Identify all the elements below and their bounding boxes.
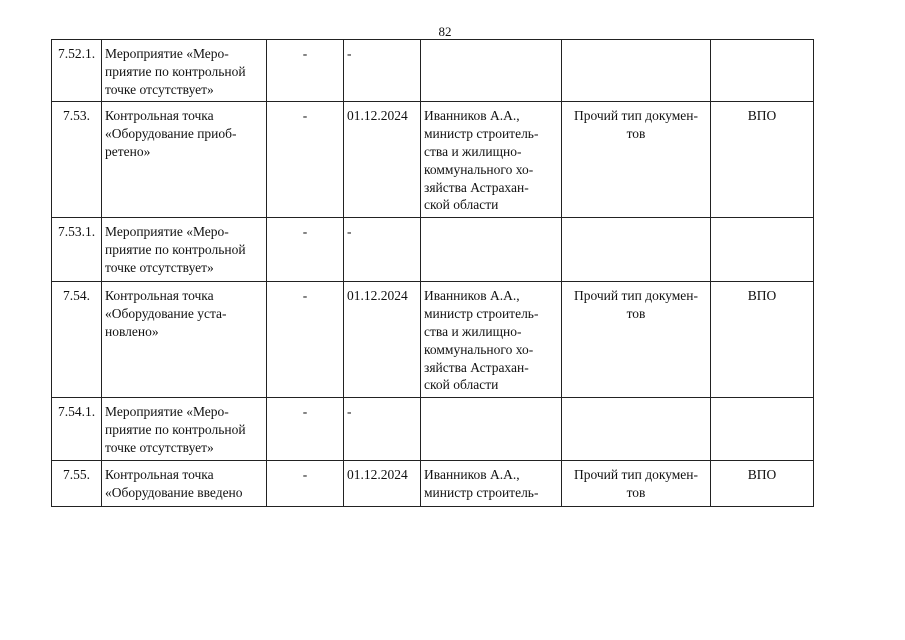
row-system-cell: ВПО xyxy=(711,102,814,218)
row-system-cell xyxy=(711,398,814,460)
row-number-cell: 7.55. xyxy=(52,460,102,506)
row-name-text: Мероприятие «Меро- приятие по контрольной точке отсутствует» xyxy=(105,46,246,97)
row-end-cell: 01.12.2024 xyxy=(344,102,421,218)
row-number-cell: 7.53. xyxy=(52,102,102,218)
row-responsible-cell xyxy=(421,460,562,506)
row-start-cell: - xyxy=(267,460,344,506)
row-name-text: Контрольная точка «Оборудование приоб- ретено» xyxy=(105,108,237,159)
row-name-text: Мероприятие «Меро- приятие по контрольной точке отсутствует» xyxy=(105,224,246,275)
row-doc-type-cell xyxy=(562,460,711,506)
table-row xyxy=(52,460,814,506)
row-doc-type-text: Прочий тип докумен- тов xyxy=(573,288,699,322)
row-end-cell: - xyxy=(344,398,421,460)
row-responsible-cell xyxy=(421,102,562,218)
row-number-cell: 7.52.1. xyxy=(52,40,102,102)
row-doc-type-cell xyxy=(562,282,711,398)
row-responsible-cell xyxy=(421,40,562,102)
row-system-cell: ВПО xyxy=(711,460,814,506)
row-system-cell xyxy=(711,40,814,102)
row-name-cell xyxy=(102,282,267,398)
row-number-cell: 7.54. xyxy=(52,282,102,398)
plan-table xyxy=(51,39,814,507)
row-number-cell: 7.53.1. xyxy=(52,218,102,282)
row-number-cell: 7.54.1. xyxy=(52,398,102,460)
table-row xyxy=(52,398,814,460)
row-doc-type-text: Прочий тип докумен- тов xyxy=(573,108,699,142)
row-responsible-cell xyxy=(421,218,562,282)
row-doc-type-cell xyxy=(562,40,711,102)
page-number: 82 xyxy=(438,24,452,39)
row-system-cell: ВПО xyxy=(711,282,814,398)
row-doc-type-cell xyxy=(562,398,711,460)
row-doc-type-text: Прочий тип докумен- тов xyxy=(573,466,699,500)
row-responsible-text: Иванников А.А., министр строитель- ства и жилищно- коммунального хо- зяйства Астрахан- ской области xyxy=(424,108,539,213)
row-responsible-cell xyxy=(421,282,562,398)
row-name-cell xyxy=(102,398,267,460)
row-name-text: Контрольная точка «Оборудование уста- новлено» xyxy=(105,288,227,339)
row-responsible-text: Иванников А.А., министр строитель- ства и жилищно- коммунального хо- зяйства Астрахан- ской области xyxy=(424,288,539,393)
table-row xyxy=(52,102,814,218)
row-end-cell: 01.12.2024 xyxy=(344,282,421,398)
row-start-cell: - xyxy=(267,40,344,102)
table-row xyxy=(52,218,814,282)
row-name-text: Мероприятие «Меро- приятие по контрольной точке отсутствует» xyxy=(105,404,246,455)
row-system-cell xyxy=(711,218,814,282)
table-row xyxy=(52,40,814,102)
row-end-cell: - xyxy=(344,218,421,282)
row-name-cell xyxy=(102,460,267,506)
row-responsible-text: Иванников А.А., министр строитель- xyxy=(424,466,539,500)
row-start-cell: - xyxy=(267,102,344,218)
row-doc-type-cell xyxy=(562,102,711,218)
row-name-cell xyxy=(102,218,267,282)
row-doc-type-cell xyxy=(562,218,711,282)
row-end-cell: - xyxy=(344,40,421,102)
row-responsible-cell xyxy=(421,398,562,460)
row-name-cell xyxy=(102,40,267,102)
row-name-cell xyxy=(102,102,267,218)
row-name-text: Контрольная точка «Оборудование введено xyxy=(105,466,243,500)
table-row xyxy=(52,282,814,398)
row-start-cell: - xyxy=(267,398,344,460)
row-start-cell: - xyxy=(267,218,344,282)
row-end-cell: 01.12.2024 xyxy=(344,460,421,506)
row-start-cell: - xyxy=(267,282,344,398)
